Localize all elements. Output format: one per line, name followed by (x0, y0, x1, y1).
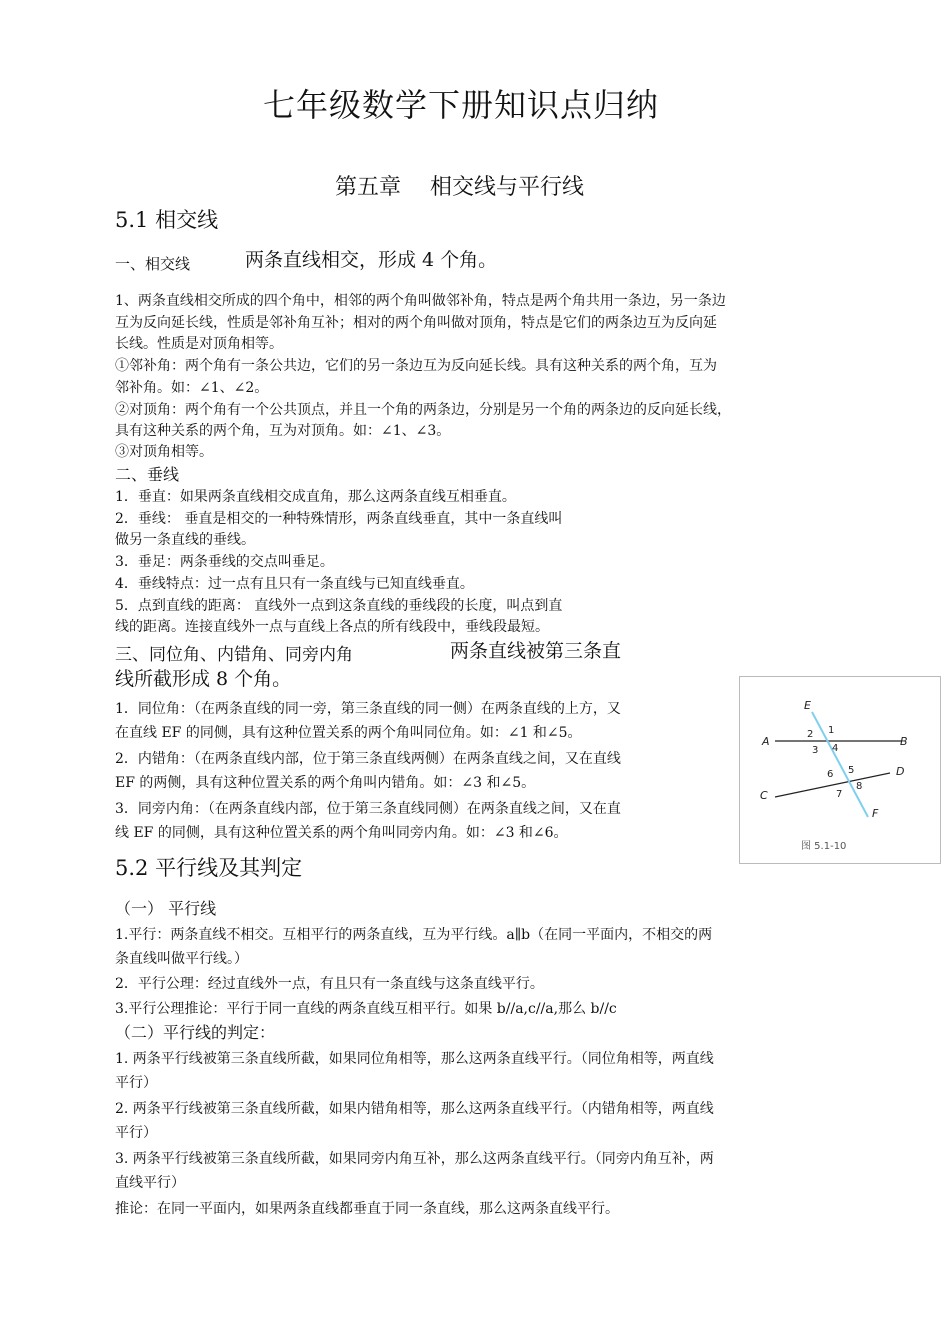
text-line: 直线平行） (115, 1175, 185, 1191)
angle-3-label: 3 (812, 745, 819, 756)
section-5-2-heading: 5.2 平行线及其判定 (115, 856, 303, 880)
line-ef (812, 712, 868, 817)
subsection-criteria: （二）平行线的判定： (115, 1023, 276, 1042)
angle-5-label: 5 (848, 765, 855, 776)
part3-note-a: 两条直线被第三条直 (450, 640, 622, 662)
angle-1-label: 1 (828, 725, 835, 736)
section-5-1-heading: 5.1 相交线 (115, 208, 219, 232)
point-e-label: E (804, 699, 811, 712)
angle-8-label: 8 (856, 781, 863, 792)
text-line: 做另一条直线的垂线。 (115, 532, 255, 548)
part1-label: 一、相交线 (115, 255, 191, 273)
text-line: 线 EF 的同侧，具有这种位置关系的两个角叫同旁内角。如：∠3 和∠6。 (115, 825, 568, 841)
text-line: 邻补角。如：∠1、∠2。 (115, 380, 269, 396)
angle-6-label: 6 (827, 769, 834, 780)
text-line: 5．点到直线的距离： 直线外一点到这条直线的垂线段的长度，叫点到直 (115, 598, 563, 614)
text-line: 2．平行公理：经过直线外一点，有且只有一条直线与这条直线平行。 (115, 976, 544, 992)
point-b-label: B (900, 735, 908, 748)
text-line: 2．内错角：（在两条直线内部，位于第三条直线两侧）在两条直线之间，又在直线 (115, 751, 621, 767)
figure-caption: 图 5.1-10 (801, 841, 847, 852)
text-line: 3. 两条平行线被第三条直线所截，如果同旁内角互补，那么这两条直线平行。（同旁内角互补，两 (115, 1151, 714, 1167)
text-line: 4．垂线特点：过一点有且只有一条直线与已知直线垂直。 (115, 576, 474, 592)
text-line: EF 的两侧，具有这种位置关系的两个角叫内错角。如：∠3 和∠5。 (115, 775, 536, 791)
text-line: 在直线 EF 的同侧，具有这种位置关系的两个角叫同位角。如：∠1 和∠5。 (115, 725, 582, 741)
text-line: ②对顶角：两个角有一个公共顶点，并且一个角的两条边，分别是另一个角的两条边的反向延长线， (115, 402, 731, 418)
text-line: 1、两条直线相交所成的四个角中，相邻的两个角叫做邻补角，特点是两个角共用一条边，另一条边 (115, 293, 726, 309)
figure-diagram (740, 677, 942, 865)
text-line: 线的距离。连接直线外一点与直线上各点的所有线段中，垂线段最短。 (115, 619, 549, 635)
text-line: 条直线叫做平行线。） (115, 951, 248, 967)
point-c-label: C (760, 789, 768, 802)
part1-note: 两条直线相交，形成 4 个角。 (245, 249, 498, 271)
text-line: 2. 两条平行线被第三条直线所截，如果内错角相等，那么这两条直线平行。（内错角相等，两直线 (115, 1101, 714, 1117)
point-f-label: F (872, 807, 879, 820)
text-line: 2．垂线： 垂直是相交的一种特殊情形，两条直线垂直，其中一条直线叫 (115, 511, 563, 527)
text-line: 3．垂足：两条垂线的交点叫垂足。 (115, 554, 334, 570)
text-line: ③对顶角相等。 (115, 444, 213, 460)
chapter-heading: 第五章 相交线与平行线 (335, 175, 584, 200)
text-line: 平行） (115, 1075, 157, 1091)
text-line: 具有这种关系的两个角，互为对顶角。如：∠1、∠3。 (115, 423, 451, 439)
text-line: 3．同旁内角：（在两条直线内部，位于第三条直线同侧）在两条直线之间，又在直 (115, 801, 621, 817)
text-line: 1.平行：两条直线不相交。互相平行的两条直线，互为平行线。a∥b（在同一平面内，不相交的两 (115, 927, 713, 943)
text-line: 推论：在同一平面内，如果两条直线都垂直于同一条直线，那么这两条直线平行。 (115, 1201, 619, 1217)
angle-4-label: 4 (832, 743, 839, 754)
text-line: 1. 两条平行线被第三条直线所截，如果同位角相等，那么这两条直线平行。（同位角相等，两直线 (115, 1051, 714, 1067)
text-line: 1．同位角：（在两条直线的同一旁，第三条直线的同一侧）在两条直线的上方，又 (115, 701, 621, 717)
text-line: 平行） (115, 1125, 157, 1141)
text-line: 互为反向延长线，性质是邻补角互补；相对的两个角叫做对顶角，特点是它们的两条边互为反向延 (115, 315, 717, 331)
text-line: 3.平行公理推论：平行于同一直线的两条直线互相平行。如果 b//a,c//a,那么 b//c (115, 1001, 617, 1017)
figure-intersecting-lines (739, 676, 941, 864)
part2-label: 二、垂线 (115, 465, 180, 484)
angle-7-label: 7 (836, 789, 843, 800)
angle-2-label: 2 (807, 729, 814, 740)
text-line: 1．垂直：如果两条直线相交成直角，那么这两条直线互相垂直。 (115, 489, 516, 505)
part3-note-b: 线所截形成 8 个角。 (115, 668, 292, 690)
part3-label: 三、同位角、内错角、同旁内角 (115, 645, 353, 665)
text-line: 长线。性质是对顶角相等。 (115, 336, 283, 352)
point-a-label: A (762, 735, 770, 748)
subsection-parallel-lines: （一） 平行线 (115, 899, 217, 918)
page-title: 七年级数学下册知识点归纳 (263, 86, 660, 124)
point-d-label: D (896, 765, 905, 778)
text-line: ①邻补角：两个角有一条公共边，它们的另一条边互为反向延长线。具有这种关系的两个角，互为 (115, 358, 717, 374)
